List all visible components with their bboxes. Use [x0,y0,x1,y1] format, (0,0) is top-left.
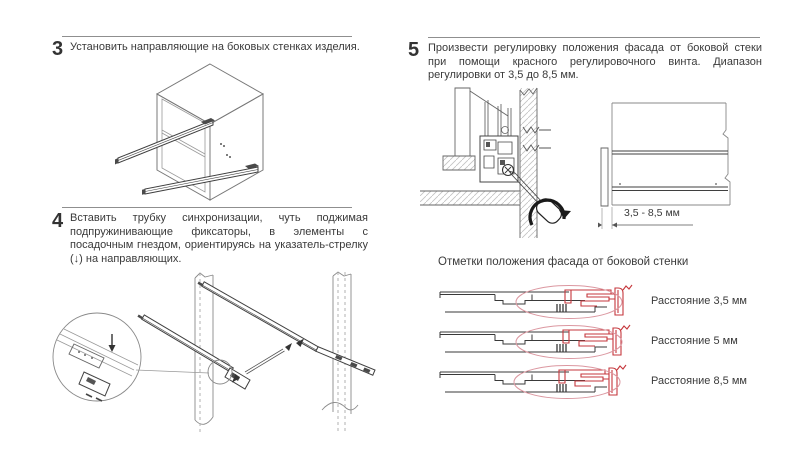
marks-section-title: Отметки положения фасада от боковой стенки [438,256,689,268]
step-4-number: 4 [52,210,64,232]
sync-tube-installation-drawing [52,272,382,437]
slide-rails-side [612,151,728,191]
distance-label-3-5: Расстояние 3,5 мм [651,295,747,307]
step-4-text: Вставить трубку синхронизации, чуть поджимая подпружинивающие фиксаторы, в элементы с посадочным гнездом, ориентируясь на указатель-стрелку (↓) на направляющих. [70,212,368,265]
drawer-slide-upper [115,118,215,165]
step-5-number: 5 [408,39,420,61]
slide-profile [440,372,607,392]
down-arrow-icon [109,334,116,352]
cabinet-wall-hatched [420,88,537,238]
adjustment-range-label: 3,5 - 8,5 мм [624,207,680,219]
drawer-slide-left [137,315,250,390]
step-3-text: Установить направляющие на боковых стенках изделия. [70,41,360,53]
divider-step5 [428,37,760,38]
cabinet-installation-drawing [95,58,310,208]
distance-label-5: Расстояние 5 мм [651,335,738,347]
adjustment-screw-drawing [420,88,600,238]
screw-hole-dots [220,143,231,158]
adjustment-screw [503,165,514,176]
slide-profile [440,332,607,352]
step-5-text: Произвести регулировку положения фасада от боковой стеки при помощи красного регулировочного винта. Диапазон регулировки от 3,5 до 8,5 мм. [428,42,762,81]
facade-edge [601,148,608,206]
divider-step4 [62,207,352,208]
slide-profile [440,292,607,312]
divider-step3 [62,36,352,37]
drawer-slide-lower [142,164,259,195]
facade-mark-diagram-8-5 [437,364,637,400]
step-3-number: 3 [52,38,64,60]
distance-label-8-5: Расстояние 8,5 мм [651,375,747,387]
facade-mark-diagram-3-5 [437,284,637,320]
facade-mark-diagram-5 [437,324,637,360]
